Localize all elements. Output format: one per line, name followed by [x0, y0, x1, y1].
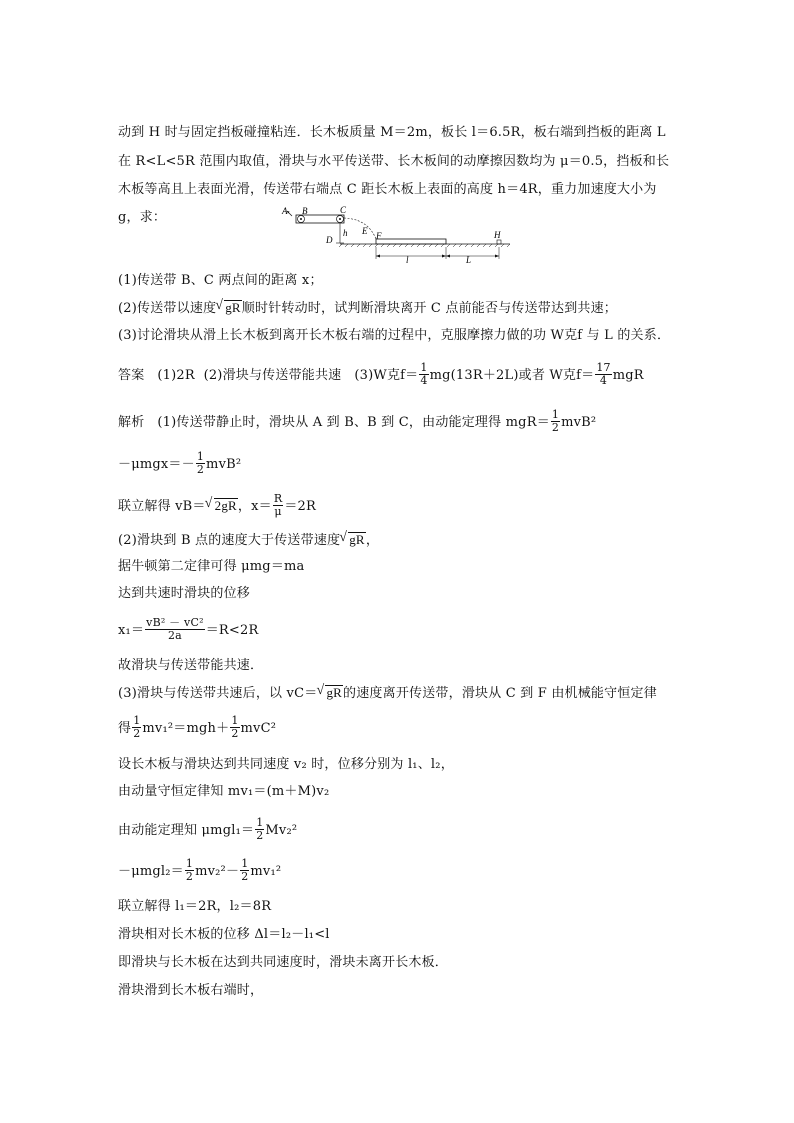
- solution-line-14: －μmgl₂＝ $\frac{1}{2}$ mv₂²－ $\frac{1}{2}$ mv₁²: [118, 857, 282, 883]
- question-2: (2)传送带以速度√ gR顺时针转动时，试判断滑块离开 C 点前能否与传送带达到共速；: [118, 299, 617, 318]
- baffle: [497, 240, 501, 244]
- solution-line-10: 得 $\frac{1}{2}$ mv₁²＝mgh＋ $\frac{1}{2}$ mvC²: [118, 714, 277, 740]
- label-e: E: [362, 226, 368, 236]
- problem-line-4: g，求：: [118, 210, 167, 225]
- solution-line-3: 联立解得 vB＝√ 2gR，x＝ $\frac{R}{\mu}$ ＝2R: [118, 494, 316, 519]
- solution-line-8: 故滑块与传送带能共速．: [118, 658, 264, 673]
- label-b: B: [302, 206, 308, 216]
- solution-line-7: x₁＝ $\frac{\text{vB² － vC²}}{2a}$ ＝R<2R: [118, 616, 259, 642]
- long-board: [376, 239, 446, 244]
- solution-line-9: (3)滑块与传送带共速后，以 vC＝√ gR的速度离开传送带，滑块从 C 到 F 由机械能守恒定律: [118, 684, 657, 703]
- solution-line-13: 由动能定理知 μmgl₁＝ $\frac{1}{2}$ Mv₂²: [118, 816, 298, 842]
- solution-line-16: 滑块相对长木板的位移 Δl＝l₂－l₁<l: [118, 927, 330, 942]
- label-h: H: [494, 230, 501, 240]
- problem-line-2: 在 R<L<5R 范围内取值，滑块与水平传送带、长木板间的动摩擦因数均为 μ＝0.5，挡板和长: [118, 154, 670, 169]
- solution-line-2: －μmgx＝－ $\frac{1}{2}$ mvB²: [118, 450, 242, 476]
- physics-figure: [280, 205, 520, 267]
- solution-line-6: 达到共速时滑块的位移: [118, 586, 251, 601]
- solution-line-12: 由动量守恒定律知 mv₁＝(m＋M)v₂: [118, 784, 330, 799]
- solution-line-11: 设长木板与滑块达到共同速度 v₂ 时，位移分别为 l₁、l₂，: [118, 757, 454, 772]
- answer-line: 答案 (1)2R (2)滑块与传送带能共速 (3)W克f＝ $\frac{1}{4}$ mg(13R＋2L)或者 W克f＝ $\frac{17}{4}$ mgR: [118, 361, 644, 387]
- label-distance-l: L: [466, 255, 472, 265]
- solution-line-1: 解析 (1)传送带静止时，滑块从 A 到 B、B 到 C，由动能定理得 mgR＝ $\frac{1}{2}$ mvB²: [118, 408, 597, 434]
- label-a: A: [282, 206, 288, 216]
- solution-line-18: 滑块滑到长木板右端时，: [118, 983, 264, 998]
- trajectory-path: [344, 218, 376, 239]
- solution-line-15: 联立解得 l₁＝2R，l₂＝8R: [118, 899, 272, 914]
- label-d: D: [326, 235, 333, 245]
- label-height-h: h: [343, 228, 348, 238]
- label-f: F: [376, 231, 382, 241]
- question-1: (1)传送带 B、C 两点间的距离 x；: [118, 273, 323, 288]
- solution-line-4: (2)滑块到 B 点的速度大于传送带速度√ gR，: [118, 531, 379, 550]
- solution-line-5: 据牛顿第二定律可得 μmg＝ma: [118, 559, 305, 574]
- label-board-l: l: [406, 255, 409, 265]
- problem-line-3: 木板等高且上表面光滑，传送带右端点 C 距长木板上表面的高度 h＝4R，重力加速度大小为: [118, 182, 657, 197]
- question-3: (3)讨论滑块从滑上长木板到离开长木板右端的过程中，克服摩擦力做的功 W克f 与 L 的关系．: [118, 328, 671, 343]
- problem-line-1: 动到 H 时与固定挡板碰撞粘连．长木板质量 M＝2m，板长 l＝6.5R，板右端到挡板的距离 L: [118, 125, 666, 140]
- solution-line-17: 即滑块与长木板在达到共同速度时，滑块未离开长木板．: [118, 955, 449, 970]
- label-c: C: [340, 205, 347, 215]
